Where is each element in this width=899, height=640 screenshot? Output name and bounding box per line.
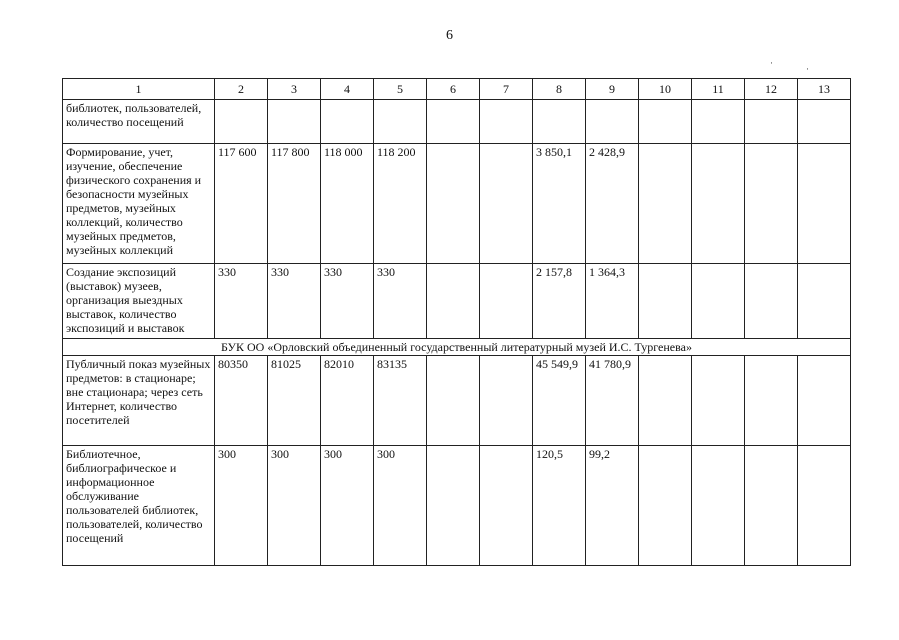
cell-col-10 xyxy=(639,264,692,339)
cell-col-4: 300 xyxy=(321,446,374,566)
column-header-11: 11 xyxy=(692,79,745,100)
row-description: библиотек, пользователей, количество посещений xyxy=(63,100,215,144)
cell-col-4: 82010 xyxy=(321,356,374,446)
cell-col-9: 41 780,9 xyxy=(586,356,639,446)
cell-col-2: 80350 xyxy=(215,356,268,446)
column-header-12: 12 xyxy=(745,79,798,100)
cell-col-4: 330 xyxy=(321,264,374,339)
cell-col-7 xyxy=(480,264,533,339)
cell-col-6 xyxy=(427,356,480,446)
cell-col-8: 45 549,9 xyxy=(533,356,586,446)
cell-col-2: 330 xyxy=(215,264,268,339)
cell-col-10 xyxy=(639,100,692,144)
cell-col-6 xyxy=(427,144,480,264)
cell-col-9: 99,2 xyxy=(586,446,639,566)
column-header-4: 4 xyxy=(321,79,374,100)
table-row xyxy=(63,100,851,144)
cell-col-9: 1 364,3 xyxy=(586,264,639,339)
row-description: Публичный показ музейных предметов: в стационаре; вне стационара; через сеть Интернет, количество посетителей xyxy=(63,356,215,446)
column-header-13: 13 xyxy=(798,79,851,100)
cell-col-12 xyxy=(745,144,798,264)
cell-col-5: 300 xyxy=(374,446,427,566)
cell-col-11 xyxy=(692,144,745,264)
table-body xyxy=(63,100,851,566)
organization-name: БУК ОО «Орловский объединенный государственный литературный музей И.С. Тургенева» xyxy=(63,339,851,356)
cell-col-6 xyxy=(427,264,480,339)
scan-speck: · xyxy=(770,58,773,68)
cell-col-3: 330 xyxy=(268,264,321,339)
cell-col-12 xyxy=(745,446,798,566)
cell-col-2 xyxy=(215,100,268,144)
cell-col-11 xyxy=(692,264,745,339)
table-row xyxy=(63,356,851,446)
scan-speck: · xyxy=(806,64,809,74)
cell-col-12 xyxy=(745,356,798,446)
column-header-1: 1 xyxy=(63,79,215,100)
cell-col-13 xyxy=(798,100,851,144)
cell-col-8 xyxy=(533,100,586,144)
column-header-10: 10 xyxy=(639,79,692,100)
column-header-5: 5 xyxy=(374,79,427,100)
table-row xyxy=(63,446,851,566)
column-header-9: 9 xyxy=(586,79,639,100)
cell-col-8: 3 850,1 xyxy=(533,144,586,264)
cell-col-11 xyxy=(692,446,745,566)
cell-col-2: 117 600 xyxy=(215,144,268,264)
table-header xyxy=(63,79,851,100)
cell-col-3: 300 xyxy=(268,446,321,566)
cell-col-9: 2 428,9 xyxy=(586,144,639,264)
cell-col-9 xyxy=(586,100,639,144)
column-header-7: 7 xyxy=(480,79,533,100)
cell-col-3 xyxy=(268,100,321,144)
table-row xyxy=(63,144,851,264)
page-number: 6 xyxy=(446,28,453,43)
cell-col-13 xyxy=(798,264,851,339)
cell-col-10 xyxy=(639,144,692,264)
organization-row xyxy=(63,339,851,356)
column-header-3: 3 xyxy=(268,79,321,100)
cell-col-4 xyxy=(321,100,374,144)
cell-col-5 xyxy=(374,100,427,144)
column-header-2: 2 xyxy=(215,79,268,100)
cell-col-6 xyxy=(427,100,480,144)
cell-col-13 xyxy=(798,446,851,566)
row-description: Формирование, учет, изучение, обеспечение физического сохранения и безопасности музейных предметов, музейных коллекций, количество музейных предметов, музейных коллекций xyxy=(63,144,215,264)
cell-col-3: 117 800 xyxy=(268,144,321,264)
column-header-6: 6 xyxy=(427,79,480,100)
cell-col-12 xyxy=(745,100,798,144)
cell-col-11 xyxy=(692,356,745,446)
cell-col-13 xyxy=(798,144,851,264)
cell-col-8: 2 157,8 xyxy=(533,264,586,339)
cell-col-2: 300 xyxy=(215,446,268,566)
row-description: Создание экспозиций (выставок) музеев, организация выездных выставок, количество экспозиций и выставок xyxy=(63,264,215,339)
cell-col-7 xyxy=(480,356,533,446)
cell-col-6 xyxy=(427,446,480,566)
cell-col-12 xyxy=(745,264,798,339)
cell-col-5: 118 200 xyxy=(374,144,427,264)
data-table xyxy=(62,78,851,566)
cell-col-5: 330 xyxy=(374,264,427,339)
table-row xyxy=(63,264,851,339)
cell-col-3: 81025 xyxy=(268,356,321,446)
cell-col-7 xyxy=(480,446,533,566)
cell-col-7 xyxy=(480,144,533,264)
cell-col-10 xyxy=(639,446,692,566)
cell-col-4: 118 000 xyxy=(321,144,374,264)
cell-col-8: 120,5 xyxy=(533,446,586,566)
cell-col-13 xyxy=(798,356,851,446)
row-description: Библиотечное, библиографическое и информационное обслуживание пользователей библиотек, пользователей, количество посещений xyxy=(63,446,215,566)
cell-col-5: 83135 xyxy=(374,356,427,446)
header-row xyxy=(63,79,851,100)
column-header-8: 8 xyxy=(533,79,586,100)
cell-col-10 xyxy=(639,356,692,446)
cell-col-7 xyxy=(480,100,533,144)
cell-col-11 xyxy=(692,100,745,144)
